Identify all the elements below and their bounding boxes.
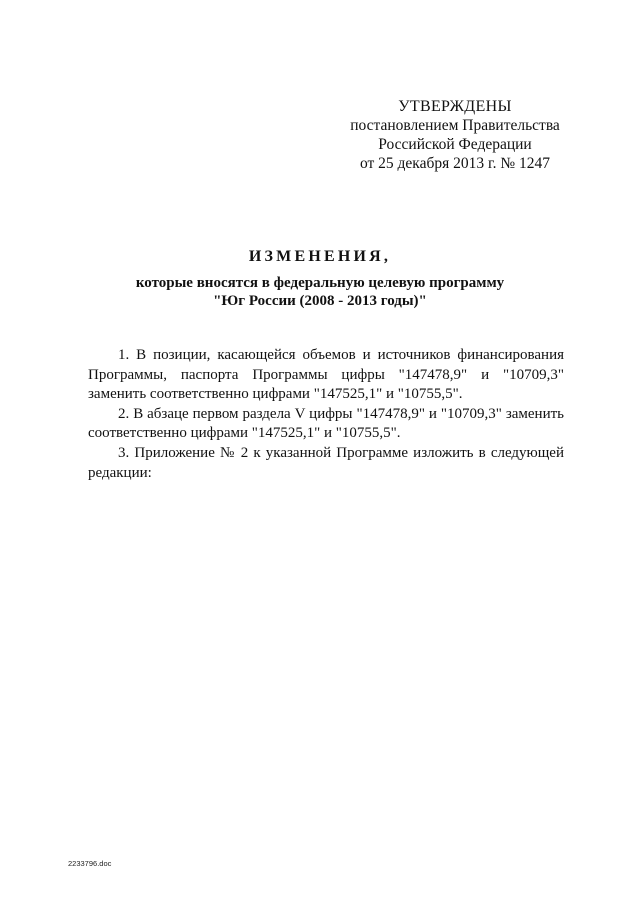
document-subtitle-line-1: которые вносятся в федеральную целевую программу xyxy=(135,275,505,291)
approval-block xyxy=(330,97,580,173)
document-title: ИЗМЕНЕНИЯ, xyxy=(248,248,392,265)
approval-line-1: постановлением Правительства xyxy=(350,117,560,134)
approval-line-3: от 25 декабря 2013 г. № 1247 xyxy=(359,155,551,172)
paragraph-3: 3. Приложение № 2 к указанной Программе изложить в следующей редакции: xyxy=(88,444,564,481)
document-heading xyxy=(60,246,580,310)
approval-line-2: Российской Федерации xyxy=(378,136,532,153)
paragraph-2: 2. В абзаце первом раздела V цифры "147478,9" и "10709,3" заменить соответственно цифрами "147525,1" и "10755,5". xyxy=(88,405,564,442)
footer-filename: 2233796.doc xyxy=(68,859,112,868)
approval-stamp-title: УТВЕРЖДЕНЫ xyxy=(398,98,512,115)
document-subtitle-line-2: "Юг России (2008 - 2013 годы)" xyxy=(213,293,427,309)
paragraph-1: 1. В позиции, касающейся объемов и источников финансирования Программы, паспорта Программы цифры "147478,9" и "10709,3" заменить соответственно цифрами "147525,1" и "10755,5". xyxy=(88,347,564,403)
document-body xyxy=(88,346,564,483)
